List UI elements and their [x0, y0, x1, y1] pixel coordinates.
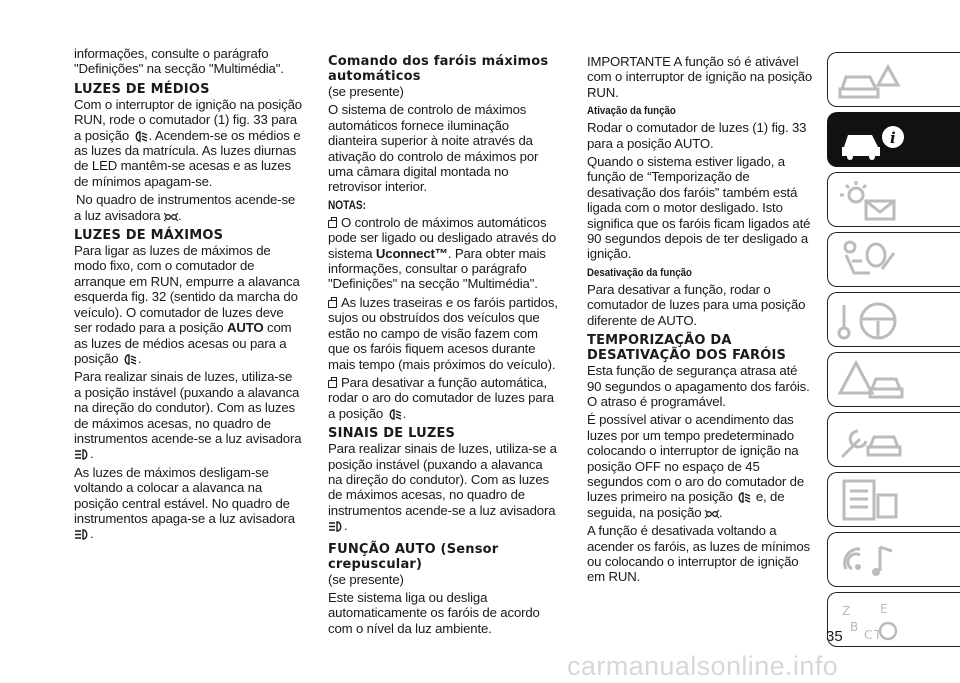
- paragraph: Para desativar a função, rodar o comutador de luzes para uma posição diferente de AUTO.: [587, 281, 806, 328]
- watermark: carmanualsonline.info: [567, 651, 839, 681]
- paragraph: [74, 192, 302, 223]
- heading-desativacao: Desativação da função: [587, 266, 692, 279]
- text: .: [402, 405, 407, 421]
- heading-temporizacao: TEMPORIZAÇÃO DA DESATIVAÇÃO DOS FARÓIS: [587, 333, 787, 364]
- text: Com o interruptor de ignição na posição RUN, rode o comutador (1) fig. 33 para a posição: [74, 96, 302, 143]
- text: .: [177, 207, 182, 223]
- tab-checklist[interactable]: [827, 472, 960, 527]
- note-item: [328, 375, 560, 421]
- heading-luzes-de-medios: LUZES DE MÉDIOS: [74, 81, 210, 97]
- text: Para ligar as luzes de máximos de modo fixo, com o comutador de arranque em RUN, empurre a alavanca esquerda fig. 32 (sentido da marcha do veículo). O comutador de luzes deve ser rodado para a posição: [74, 243, 300, 336]
- note-bullet-icon: [328, 300, 337, 308]
- high-beam-icon: [74, 528, 90, 541]
- column-2: [328, 46, 560, 639]
- light-mail-icon: [836, 179, 906, 223]
- text: . Para obter mais informações, consultar o parágrafo "Definições" na secção "Multimédia".: [328, 245, 546, 292]
- tab-wrench-car[interactable]: [827, 412, 960, 467]
- paragraph: Rodar o comutador de luzes (1) fig. 33 para a posição AUTO.: [587, 120, 807, 151]
- position-lights-icon: [705, 508, 719, 520]
- text: As luzes traseiras e os faróis partidos, sujos ou obstruídos dos veículos que estão no campo de visão fazem com que os faróis fiquem acesos durante mais tempo (mais próximos do veículo).: [328, 294, 558, 372]
- tab-car-warning[interactable]: [827, 52, 960, 107]
- text: Para realizar sinais de luzes, utiliza-se a posição instável (puxando a alavanca na direção do condutor). Com as luzes de máximos acesas, no quadro de instrumentos acende-se a luz avisadora: [328, 441, 557, 518]
- paragraph: (se presente): [328, 571, 404, 587]
- multimedia-icon: [836, 539, 906, 583]
- car-info-icon: [836, 119, 906, 163]
- tab-airbag-seat[interactable]: [827, 232, 960, 287]
- svg-text:C: C: [864, 628, 873, 642]
- low-beam-icon: [122, 353, 138, 366]
- paragraph: Esta função de segurança atrasa até 90 segundos o apagamento dos faróis. O atraso é programável.: [587, 363, 810, 409]
- note-item: [328, 215, 560, 292]
- uconnect-brand: Uconnect™: [375, 245, 448, 261]
- heading-sinais-de-luzes: SINAIS DE LUZES: [328, 426, 456, 442]
- paragraph: A função é desativada voltando a acender os faróis, as luzes de mínimos ou colocando o interruptor de ignição em RUN.: [587, 523, 810, 585]
- low-beam-icon: [133, 130, 149, 143]
- car-warning-icon: [836, 59, 906, 103]
- paragraph: Este sistema liga ou desliga automaticamente os faróis de acordo com o nível da luz ambiente.: [328, 589, 540, 636]
- text: . Acendem-se os médios e as luzes da matrícula. As luzes diurnas de LED mantêm-se acesas e as luzes de mínimos apagam-se.: [74, 127, 301, 189]
- paragraph: informações, consulte o parágrafo "Definições" na secção "Multimédia".: [74, 46, 284, 77]
- text: As luzes de máximos desligam-se voltando a colocar a alavanca na posição central estável. No quadro de instrumentos apaga-se a luz avisadora: [74, 464, 295, 526]
- text: É possível ativar o acendimento das luzes por um tempo predeterminado colocando o interruptor de ignição na posição OFF no espaço de 45 segundos com o aro do comutador de luzes primeiro na posição: [587, 412, 805, 505]
- svg-text:T: T: [874, 628, 882, 642]
- text: Para desativar a função automática, rodar o aro do comutador de luzes para a posição: [328, 374, 554, 421]
- checklist-icon: [836, 479, 906, 523]
- svg-text:i: i: [890, 129, 896, 147]
- text: e, de seguida, na posição: [587, 489, 785, 520]
- high-beam-icon: [74, 448, 90, 461]
- note-bullet-icon: [328, 220, 337, 228]
- paragraph: O sistema de controlo de máximos automáticos fornece iluminação dianteira superior à noite através da ativação do controlo de máximos por uma câmara digital montada no retrovisor interior.: [328, 102, 539, 195]
- heading-luzes-de-maximos: LUZES DE MÁXIMOS: [74, 228, 224, 244]
- paragraph: [74, 465, 302, 542]
- column-3: [587, 54, 813, 588]
- text: .: [90, 526, 94, 542]
- paragraph: IMPORTANTE A função só é ativável com o interruptor de ignição na posição RUN.: [587, 54, 813, 100]
- svg-text:Z: Z: [842, 604, 851, 618]
- tab-multimedia[interactable]: [827, 532, 960, 587]
- column-1: [74, 46, 302, 545]
- text: com as luzes de médios acesas ou para a posição: [74, 320, 292, 366]
- paragraph: [587, 412, 813, 520]
- heading-funcao-auto: FUNÇÃO AUTO (Sensor crepuscular): [328, 541, 499, 572]
- paragraph: (se presente): [328, 84, 404, 99]
- text: O controlo de máximos automáticos pode ser ligado ou desligado através do sistema: [328, 214, 557, 261]
- paragraph: [328, 441, 560, 533]
- paragraph: [74, 243, 302, 366]
- wrench-car-icon: [836, 419, 906, 463]
- page-number: 35: [826, 628, 843, 645]
- svg-text:B: B: [850, 620, 859, 634]
- tab-warning-car[interactable]: [827, 352, 960, 407]
- paragraph: [74, 97, 302, 189]
- svg-text:E: E: [880, 602, 888, 616]
- auto-label: AUTO: [227, 320, 264, 336]
- text: .: [90, 446, 94, 462]
- text: Para realizar sinais de luzes, utiliza-se a posição instável (puxando a alavanca na direção do condutor). Com as luzes de máximos acesas, no quadro de instrumentos acende-se a luz avisadora: [74, 369, 302, 446]
- text: No quadro de instrumentos acende-se a luz avisadora: [74, 192, 296, 223]
- low-beam-icon: [387, 408, 403, 421]
- heading-ativacao: Ativação da função: [587, 105, 676, 118]
- text: .: [137, 350, 142, 366]
- text: .: [718, 504, 723, 520]
- paragraph: [74, 369, 302, 461]
- position-lights-icon: [164, 211, 178, 223]
- notes-heading: NOTAS:: [328, 199, 367, 212]
- tab-light-mail[interactable]: [827, 172, 960, 227]
- tab-alphabet-index[interactable]: [827, 592, 960, 647]
- note-item: [328, 295, 560, 372]
- tab-car-info[interactable]: [827, 112, 960, 167]
- alphabet-index-icon: [836, 599, 906, 643]
- warning-car-icon: [836, 359, 906, 403]
- steering-wheel-icon: [836, 299, 906, 343]
- airbag-seat-icon: [836, 239, 906, 283]
- text: .: [344, 518, 348, 534]
- high-beam-icon: [328, 520, 344, 533]
- low-beam-icon: [736, 491, 752, 504]
- heading-comando-farois: Comando dos faróis máximos automáticos: [328, 54, 549, 84]
- note-bullet-icon: [328, 380, 337, 388]
- tab-steering-wheel[interactable]: [827, 292, 960, 347]
- paragraph: Quando o sistema estiver ligado, a função de “Temporização de desativação dos faróis” também está ligada com o motor desligado. Isto significa que os faróis ficam ligados até 90 segundos depois de ter desligado a ignição.: [587, 154, 811, 262]
